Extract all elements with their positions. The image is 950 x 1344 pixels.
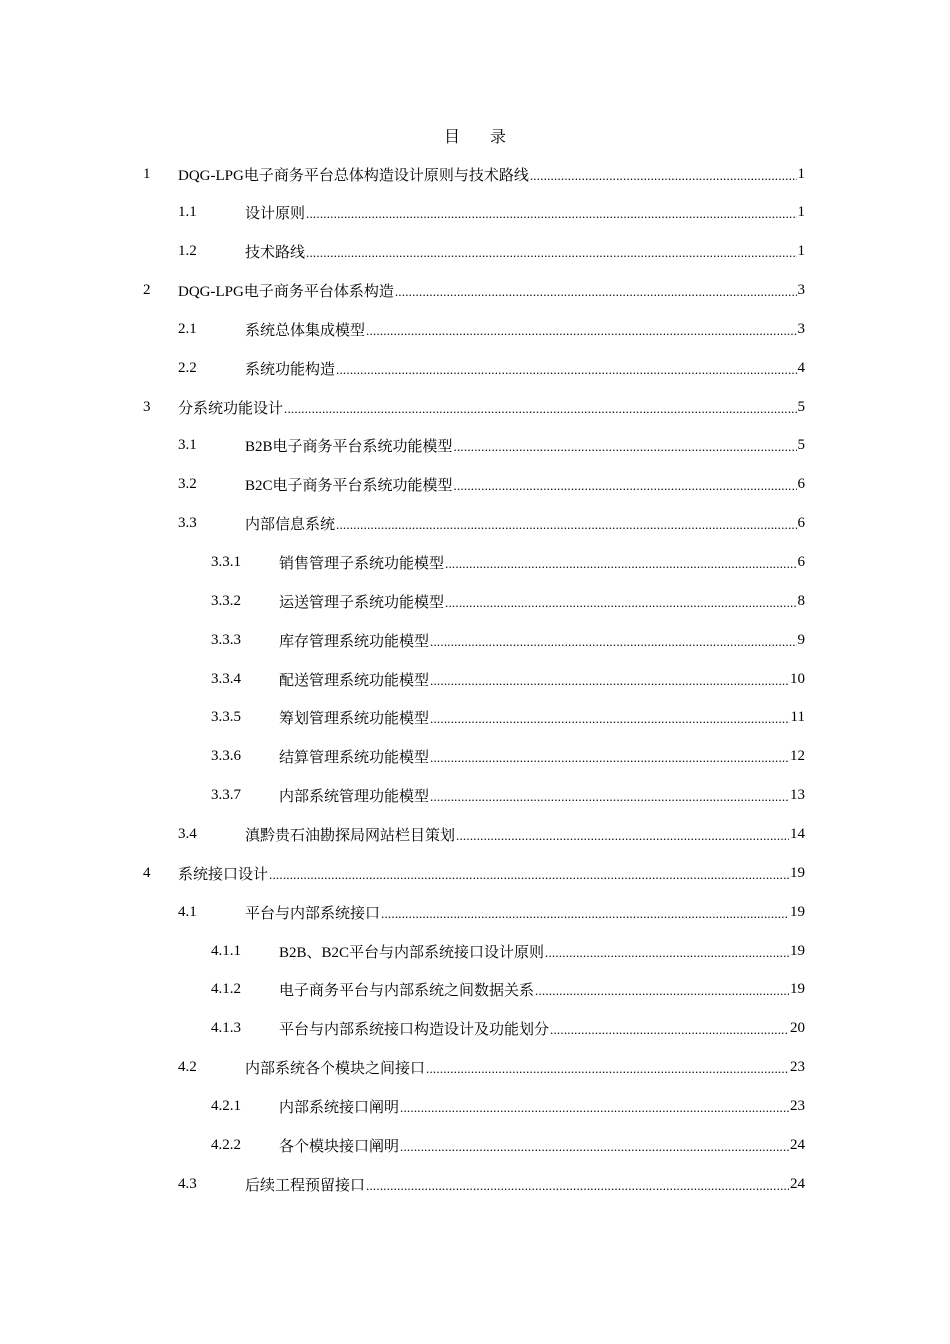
toc-entry[interactable] (143, 393, 805, 421)
toc-entry-number: 3.4 (178, 825, 197, 842)
toc-leader-dots (430, 710, 790, 725)
toc-entry-page: 10 (790, 670, 805, 687)
toc-entry-number: 3.3.4 (211, 670, 241, 687)
toc-entry-title: 内部系统管理功能模型 (279, 789, 430, 806)
toc-entry-number: 3.3.3 (211, 631, 241, 648)
toc-entry[interactable] (143, 859, 805, 887)
toc-entry-title: B2B、B2C平台与内部系统接口设计原则 (279, 944, 545, 961)
toc-entry-page: 19 (790, 981, 805, 998)
toc-leader-dots (306, 205, 796, 220)
toc-entry[interactable] (178, 354, 805, 382)
toc-entry-page: 23 (790, 1097, 805, 1114)
toc-entry-page: 5 (797, 437, 805, 454)
toc-leader-dots (454, 438, 797, 453)
toc-entry[interactable] (178, 471, 805, 499)
toc-entry[interactable] (211, 704, 805, 732)
toc-leader-dots (445, 555, 796, 570)
toc-entry-number: 1 (143, 165, 151, 182)
toc-entry[interactable] (143, 277, 805, 305)
toc-entry-number: 4.1.2 (211, 981, 241, 998)
toc-entry[interactable] (211, 782, 805, 810)
toc-entry-title: 系统总体集成模型 (245, 322, 366, 339)
toc-entry-page: 20 (790, 1020, 805, 1037)
toc-entry-title: 系统功能构造 (245, 361, 336, 378)
toc-entry-number: 3.3.6 (211, 748, 241, 765)
toc-entry-page: 23 (790, 1059, 805, 1076)
toc-entry[interactable] (178, 820, 805, 848)
toc-entry-page: 12 (790, 748, 805, 765)
toc-entry-number: 3.3.1 (211, 554, 241, 570)
toc-entry-number: 4.1 (178, 903, 197, 920)
toc-leader-dots (550, 1021, 789, 1036)
toc-entry[interactable] (211, 937, 805, 965)
toc-entry-number: 4.1.3 (211, 1020, 241, 1037)
toc-entry[interactable] (211, 1015, 805, 1043)
toc-entry-number: 2.1 (178, 320, 197, 337)
toc-entry-page: 19 (790, 942, 805, 959)
toc-leader-dots (366, 1177, 789, 1192)
toc-leader-dots (306, 244, 796, 259)
toc-leader-dots (366, 322, 796, 337)
toc-entry-page: 24 (790, 1136, 805, 1153)
toc-title (0, 124, 950, 147)
toc-entry-number: 3.2 (178, 476, 197, 493)
toc-entry[interactable] (211, 1131, 805, 1159)
toc-entry[interactable] (211, 549, 805, 577)
toc-leader-dots (395, 283, 797, 298)
toc-entry-number: 3.3 (178, 515, 197, 532)
toc-entry[interactable] (211, 1092, 805, 1120)
toc-leader-dots (269, 866, 789, 881)
toc-entry-page: 8 (797, 592, 805, 609)
toc-entry-number: 3 (143, 398, 151, 415)
toc-entry[interactable] (178, 1170, 805, 1198)
toc-entry-page: 3 (797, 320, 805, 337)
toc-entry-number: 3.3.7 (211, 787, 241, 804)
toc-entry-page: 19 (790, 903, 805, 920)
toc-leader-dots (426, 1060, 789, 1075)
toc-entry-page: 1 (797, 204, 805, 221)
toc-entry-title: 系统接口设计 (178, 866, 269, 883)
toc-entry[interactable] (178, 315, 805, 343)
toc-leader-dots (400, 1099, 789, 1114)
toc-entry-title: B2C电子商务平台系统功能模型 (245, 478, 453, 495)
toc-entry-title: 技术路线 (245, 245, 306, 262)
toc-entry[interactable] (178, 199, 805, 227)
toc-leader-dots (336, 361, 796, 376)
toc-entry-page: 11 (790, 709, 805, 726)
toc-entry-title: 运送管理子系统功能模型 (279, 594, 445, 611)
toc-entry-title: 各个模块接口阐明 (279, 1138, 400, 1155)
toc-leader-dots (430, 788, 789, 803)
toc-entry-page: 9 (797, 631, 805, 648)
toc-entry-page: 19 (790, 864, 805, 881)
toc-entry-number: 1.2 (178, 243, 197, 260)
toc-leader-dots (430, 672, 789, 687)
toc-entry-title: 电子商务平台与内部系统之间数据关系 (279, 983, 535, 1000)
toc-entry-number: 4.2 (178, 1059, 197, 1076)
toc-leader-dots (530, 167, 797, 182)
toc-leader-dots (284, 400, 796, 415)
toc-entry-page: 1 (797, 243, 805, 260)
toc-entry-page: 13 (790, 787, 805, 804)
toc-entry-page: 24 (790, 1175, 805, 1192)
toc-entry-number: 2.2 (178, 359, 197, 376)
toc-entry-number: 3.3.5 (211, 709, 241, 726)
toc-title-left: 目 (443, 129, 460, 146)
toc-entry-number: 4.3 (178, 1175, 197, 1192)
toc-entry-title: DQG-LPG电子商务平台总体构造设计原则与技术路线 (178, 167, 529, 184)
toc-entry-page: 3 (797, 282, 805, 299)
toc-entry-title: 筹划管理系统功能模型 (279, 711, 430, 728)
toc-entry-page: 5 (797, 398, 805, 415)
toc-entry-page: 4 (797, 359, 805, 376)
toc-entry-number: 4.2.2 (211, 1136, 241, 1153)
toc-entry-number: 4 (143, 864, 151, 881)
toc-entry[interactable] (178, 1054, 805, 1082)
toc-entry[interactable] (211, 743, 805, 771)
toc-entry[interactable] (211, 665, 805, 693)
toc-leader-dots (400, 1138, 789, 1153)
toc-title-right: 录 (490, 129, 507, 146)
toc-entry-number: 3.3.2 (211, 592, 241, 609)
toc-leader-dots (545, 944, 789, 959)
toc-entry-page: 6 (797, 515, 805, 532)
toc-leader-dots (381, 905, 789, 920)
toc-entry-title: 平台与内部系统接口构造设计及功能划分 (279, 1022, 550, 1039)
toc-entry[interactable] (178, 898, 805, 926)
toc-entry-title: 结算管理系统功能模型 (279, 750, 430, 767)
toc-leader-dots (336, 516, 796, 531)
toc-entry-title: 配送管理系统功能模型 (279, 672, 430, 689)
toc-entry[interactable] (143, 160, 805, 188)
toc-entry[interactable] (211, 587, 805, 615)
toc-entry[interactable] (211, 976, 805, 1004)
toc-entry-title: B2B电子商务平台系统功能模型 (245, 439, 453, 456)
toc-entry-title: 内部系统各个模块之间接口 (245, 1061, 426, 1078)
toc-entry-number: 1.1 (178, 204, 197, 221)
toc-entry-title: 内部信息系统 (245, 517, 336, 534)
toc-entry-page: 1 (797, 165, 805, 182)
toc-entry-title: DQG-LPG电子商务平台体系构造 (178, 284, 394, 301)
toc-entry-title: 平台与内部系统接口 (245, 905, 381, 922)
toc-entry-title: 后续工程预留接口 (245, 1177, 366, 1194)
toc-entry-title: 滇黔贵石油勘探局网站栏目策划 (245, 827, 456, 844)
toc-entry[interactable] (211, 626, 805, 654)
toc-entry-number: 4.2.1 (211, 1097, 241, 1114)
toc-entry-title: 分系统功能设计 (178, 400, 284, 417)
toc-leader-dots (430, 749, 789, 764)
toc-entry-number: 2 (143, 282, 151, 299)
toc-leader-dots (535, 982, 789, 997)
toc-entry[interactable] (178, 238, 805, 266)
toc-entry-number: 3.1 (178, 437, 197, 454)
toc-entry-title: 内部系统接口阐明 (279, 1099, 400, 1116)
toc-entry-number: 4.1.1 (211, 942, 241, 959)
toc-entry-title: 销售管理子系统功能模型 (279, 556, 445, 572)
toc-entry-title: 库存管理系统功能模型 (279, 633, 430, 650)
toc-leader-dots (454, 477, 797, 492)
toc-entry-page: 14 (790, 825, 805, 842)
toc-leader-dots (445, 594, 796, 609)
toc-entry-title: 设计原则 (245, 206, 306, 223)
toc-entry-page: 6 (797, 554, 805, 570)
toc-leader-dots (456, 827, 789, 842)
toc-entry[interactable] (178, 432, 805, 460)
toc-leader-dots (430, 633, 796, 648)
toc-entry-page: 6 (797, 476, 805, 493)
toc-entry[interactable] (178, 510, 805, 538)
